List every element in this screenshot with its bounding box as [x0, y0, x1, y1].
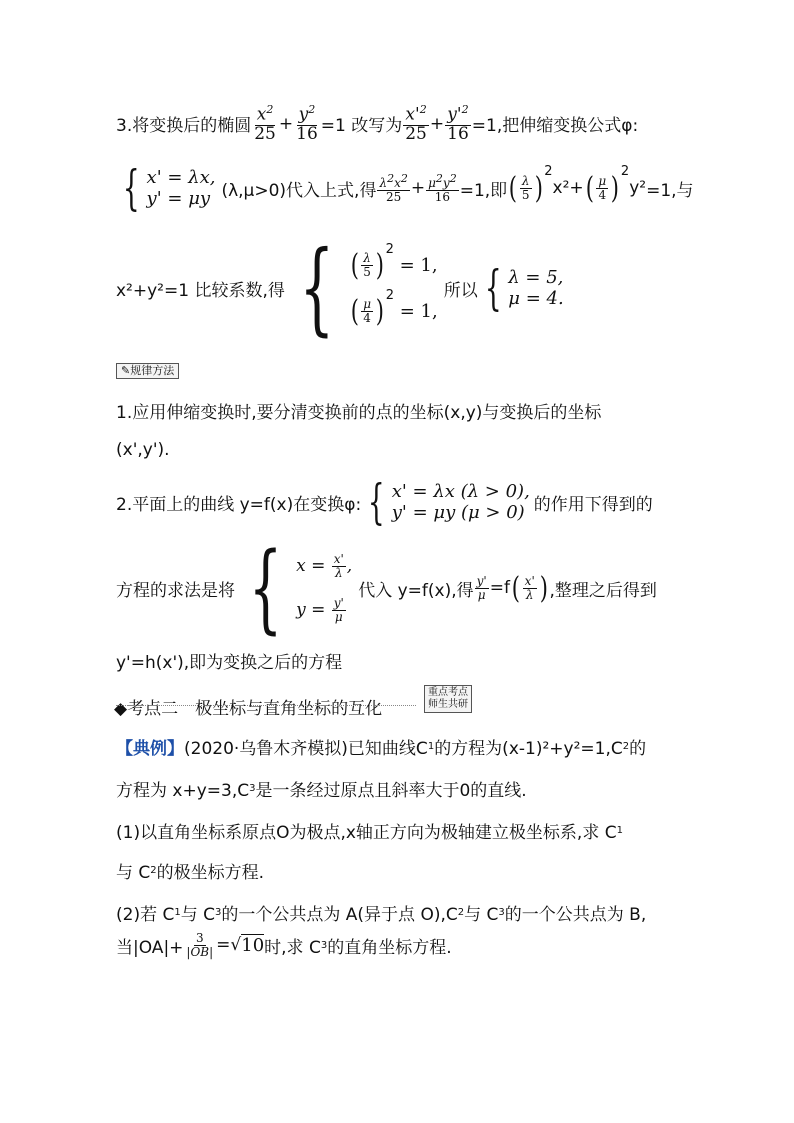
para3-mid: =1 改写为 — [320, 116, 403, 137]
coef-system: { ( $\frac{\lambda}{5}$ ) $^2$ = 1, ( $\frac{\mu}{4}$ ) $^2$ = 1, — [299, 229, 438, 346]
method-item1-b: (x',y'). — [116, 440, 170, 460]
para3b-after-sys: (λ,μ>0)代入上式,得 — [221, 180, 377, 201]
result-system: { λ = 5, μ = 4. — [484, 260, 564, 316]
para3b-mid: =1,即 — [459, 180, 508, 201]
method-item2-c: y'=h(x'),即为变换之后的方程 — [116, 653, 343, 673]
para3-line2: { x' = λx, y' = μy (λ,μ>0)代入上式,得 $\frac{\lambda^2x^2}{25}$ + $\frac{\mu^2y^2}{16}$ =1,即 ( $\frac{\lambda}{5}$ ) $^2$ x²+ ( $\frac{\mu}{4}$ ) $^2$ y² =1,与 — [116, 164, 694, 212]
example-q1-b: 与 C 2 的极坐标方程. — [116, 863, 265, 883]
para3-tail: =1,把伸缩变换公式φ: — [471, 116, 639, 137]
para3c-lead: x²+y²=1 比较系数,得 — [116, 280, 285, 301]
example-line2: 方程为 x+y=3,C 3 是一条经过原点且斜率大于0的直线. — [116, 781, 527, 801]
method-item1-a: 1.应用伸缩变换时,要分清变换前的点的坐标(x,y)与变换后的坐标 — [116, 403, 602, 423]
frac-x2-25: $\frac{x^2}{25}$ — [254, 103, 276, 144]
section-title: ◆考点二 极坐标与直角坐标的互化 — [114, 699, 383, 719]
method-item2-a: 2.平面上的曲线 y=f(x)在变换φ: { x' = λx (λ > 0), y' = μy (μ > 0) 的作用下得到的 — [116, 474, 653, 530]
phi-system: { x' = λx (λ > 0), y' = μy (μ > 0) — [368, 474, 530, 530]
example-q1-a: (1)以直角坐标系原点O为极点,x轴正方向为极轴建立极坐标系,求 C 1 — [116, 823, 623, 843]
example-line1: 【典例】 (2020·乌鲁木齐模拟)已知曲线C 1 的方程为(x-1)²+y²=1,C 2 的 — [116, 734, 646, 759]
para3-lead: 3.将变换后的椭圆 — [116, 116, 252, 137]
frac-y2-16: $\frac{y^2}{16}$ — [296, 103, 318, 144]
method-badge: ✎规律方法 — [116, 363, 179, 379]
frac-l2x2-25: $\frac{\lambda^2x^2}{25}$ — [379, 171, 408, 204]
example-q2-b: 当|OA|+ $\frac{3}{|OB|}$ =√ 10 时,求 C 3 的直角坐标方程. — [116, 931, 452, 959]
para3-line1: 3.将变换后的椭圆 $\frac{x^2}{25}$ + $\frac{y^2}{16}$ =1 改写为 $\frac{x'^2}{25}$ + $\frac{y'^2}{16}$ =1,把伸缩变换公式φ: — [116, 103, 639, 144]
para3c-so: 所以 — [443, 280, 478, 301]
section-divider — [116, 705, 416, 706]
example-label: 【典例】 — [116, 739, 184, 759]
inverse-system: { x = $\frac{x'}{\lambda}$ , y = $\frac{y'}{\mu}$ — [248, 532, 353, 644]
para3-line3 — [116, 229, 564, 346]
frac-m2y2-16: $\frac{\mu^2y^2}{16}$ — [428, 171, 457, 204]
frac-yp2-16: $\frac{y'^2}{16}$ — [447, 103, 469, 144]
example-q2-a: (2)若 C 1 与 C 3 的一个公共点为 A(异于点 O),C 2 与 C 3 的一个公共点为 B, — [116, 905, 647, 925]
section-tag: 重点考点 师生共研 — [424, 685, 472, 713]
transform-system: { x' = λx, y' = μy — [122, 160, 216, 216]
method-item2-b: 方程的求法是将 { x = $\frac{x'}{\lambda}$ , y = $\frac{y'}{\mu}$ 代入 y=f(x),得 $\frac{y'}{\mu}$ =f ( $\frac{x'}{\lambda}$ ) ,整理之后得到 — [116, 532, 657, 644]
method-badge-icon: ✎ — [121, 364, 131, 377]
para3b-tail: =1,与 — [646, 180, 694, 201]
frac-xp2-25: $\frac{x'^2}{25}$ — [405, 103, 427, 144]
